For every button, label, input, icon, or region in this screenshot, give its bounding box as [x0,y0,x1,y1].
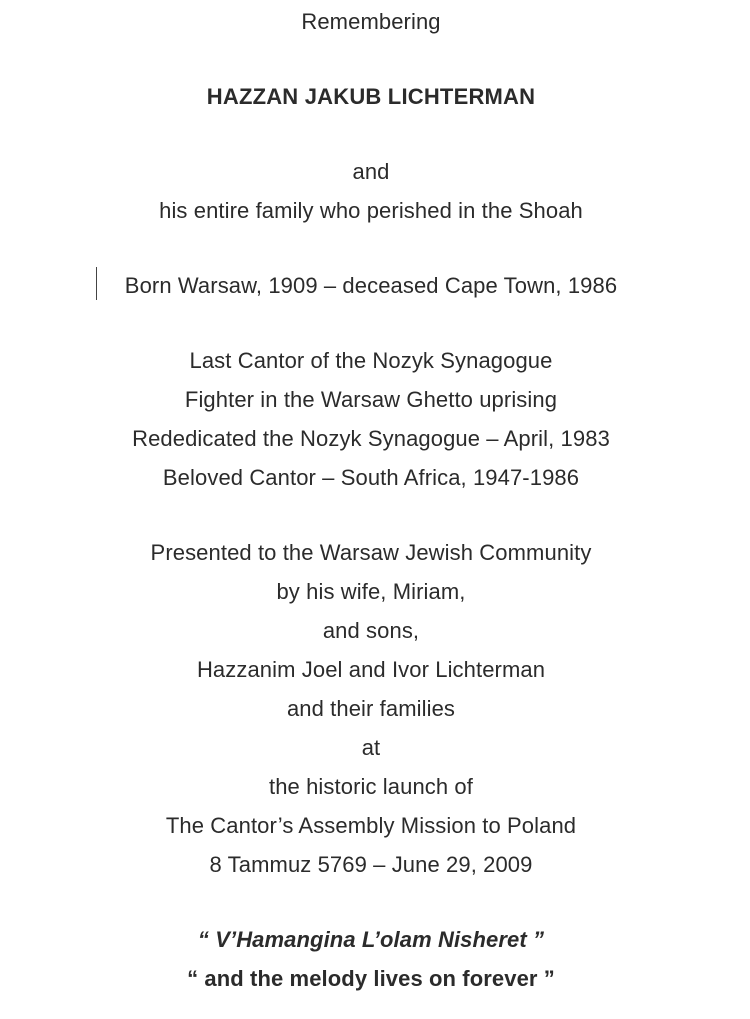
family-line: his entire family who perished in the Shoah [159,198,583,223]
presentation-line: and their families [286,696,456,721]
text-cursor [96,267,97,300]
role-line: Last Cantor of the Nozyk Synagogue [189,348,553,373]
role-line: Beloved Cantor – South Africa, 1947-1986 [162,465,580,490]
presentation-line: at [361,735,381,760]
role-line: Rededicated the Nozyk Synagogue – April, 1983 [132,426,610,451]
presentation-line: Presented to the Warsaw Jewish Community [150,540,592,565]
born-line: Born Warsaw, 1909 – deceased Cape Town, 1986 [124,273,618,298]
english-quote: “ and the melody lives on forever ” [187,966,555,991]
presentation-line: the historic launch of [269,774,473,799]
conjunction: and [352,159,390,184]
role-line: Fighter in the Warsaw Ghetto uprising [184,387,558,412]
presentation-line: 8 Tammuz 5769 – June 29, 2009 [209,852,533,877]
heading: Remembering [301,9,441,34]
honoree-name: HAZZAN JAKUB LICHTERMAN [206,84,536,109]
presentation-line: by his wife, Miriam, [276,579,466,604]
presentation-line: The Cantor’s Assembly Mission to Poland [165,813,577,838]
hebrew-quote: “ V’Hamangina L’olam Nisheret ” [197,927,545,952]
presentation-line: Hazzanim Joel and Ivor Lichterman [196,657,546,682]
presentation-line: and sons, [322,618,420,643]
